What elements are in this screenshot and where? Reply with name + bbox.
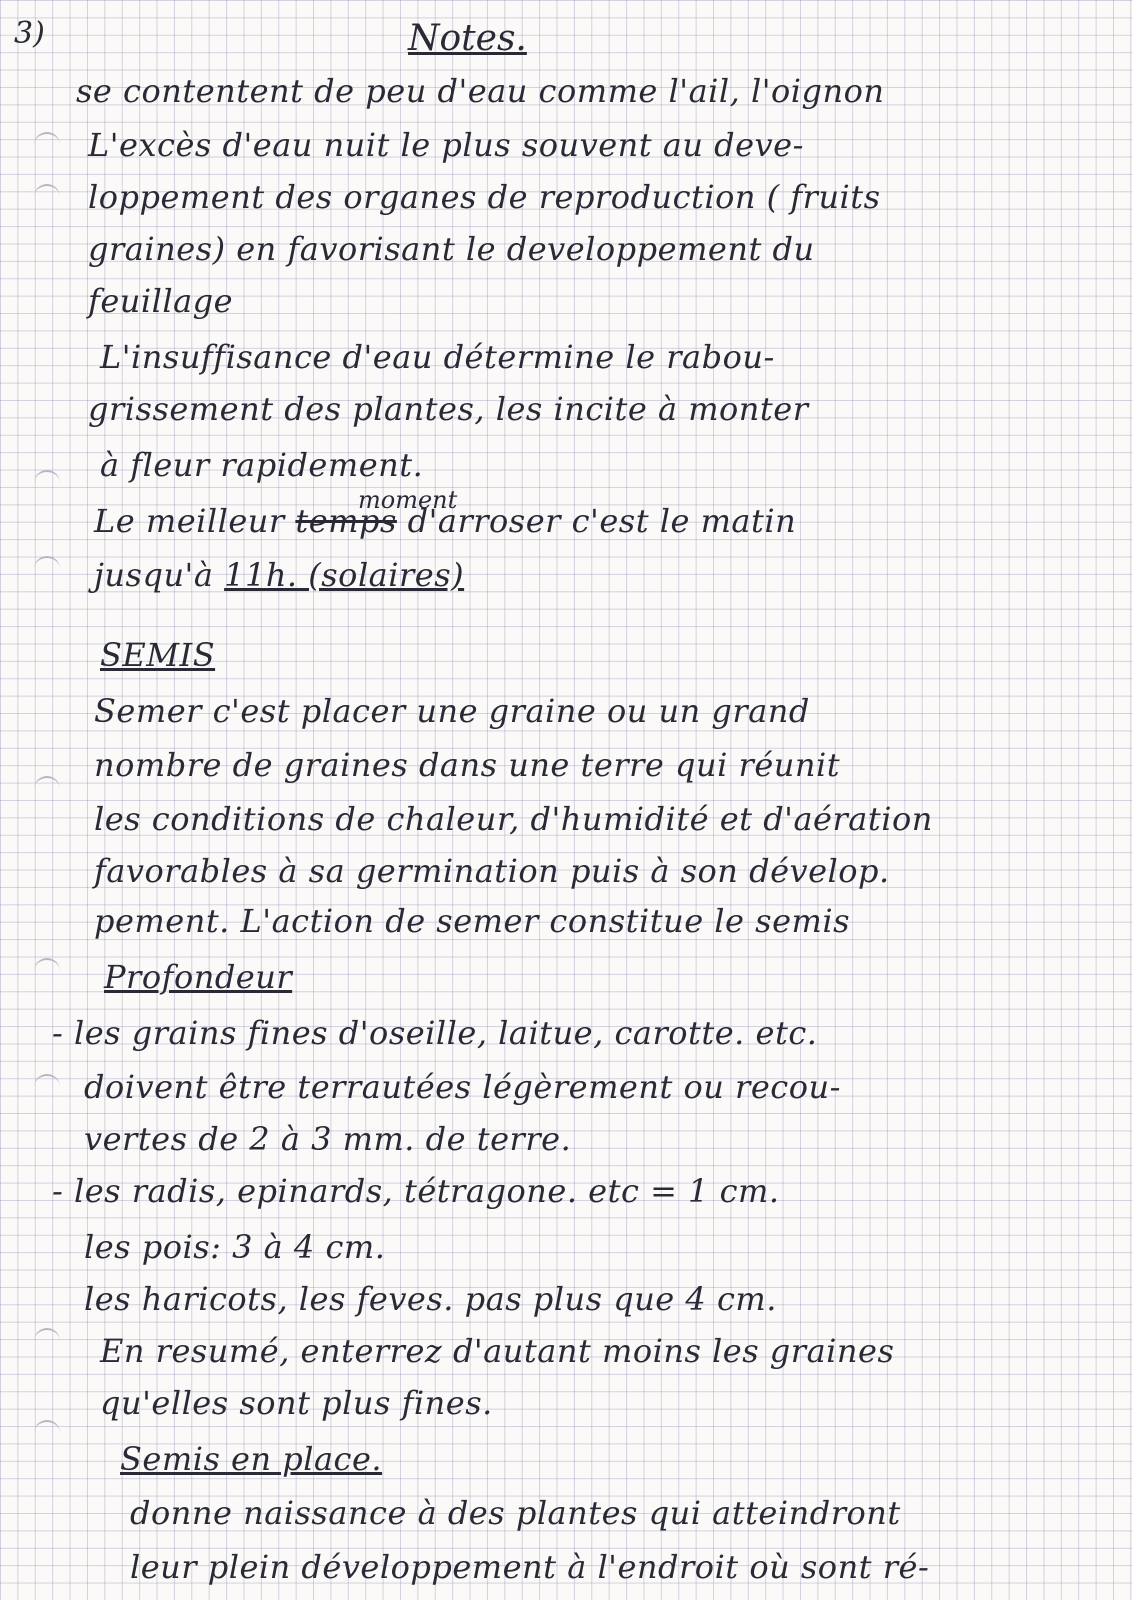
punch-hole xyxy=(34,776,60,792)
punch-hole xyxy=(34,1074,60,1090)
inserted-word: moment xyxy=(358,486,458,514)
text-line: graines) en favorisant le developpement du xyxy=(88,230,815,268)
text-line: - les radis, epinards, tétragone. etc = 1 cm. xyxy=(52,1172,780,1210)
section-heading: Profondeur xyxy=(104,958,293,996)
text-line: favorables à sa germination puis à son dévelop. xyxy=(94,852,890,890)
punch-hole xyxy=(34,184,60,200)
text-line: Le meilleur temps d'arroser c'est le matin xyxy=(94,502,797,540)
text-line: leur plein développement à l'endroit où sont ré- xyxy=(130,1548,930,1586)
text-line: donne naissance à des plantes qui atteindront xyxy=(130,1494,901,1532)
section-heading: Semis en place. xyxy=(120,1440,383,1478)
text-line: les haricots, les feves. pas plus que 4 cm. xyxy=(84,1280,777,1318)
text-line: jusqu'à 11h. (solaires) xyxy=(94,556,465,594)
text-line: à fleur rapidement. xyxy=(100,446,424,484)
section-heading: SEMIS xyxy=(100,636,216,674)
text-line: L'insuffisance d'eau détermine le rabou- xyxy=(100,338,775,376)
page-title: Notes. xyxy=(408,18,527,59)
text-line: doivent être terrautées légèrement ou recou- xyxy=(84,1068,841,1106)
text-line: pement. L'action de semer constitue le semis xyxy=(94,902,850,940)
punch-hole xyxy=(34,470,60,486)
text-line: qu'elles sont plus fines. xyxy=(100,1384,493,1422)
text-line: - les grains fines d'oseille, laitue, carotte. etc. xyxy=(52,1014,818,1052)
text-line: grissement des plantes, les incite à monter xyxy=(88,390,809,428)
text-line: nombre de graines dans une terre qui réunit xyxy=(94,746,841,784)
text-line: En resumé, enterrez d'autant moins les graines xyxy=(100,1332,895,1370)
underlined-text: 11h. (solaires) xyxy=(224,556,465,594)
text-line: loppement des organes de reproduction ( fruits xyxy=(88,178,881,216)
struck-word: temps xyxy=(295,502,397,540)
text-line: les conditions de chaleur, d'humidité et d'aération xyxy=(94,800,933,838)
text-line: se contentent de peu d'eau comme l'ail, l'oignon xyxy=(76,72,885,110)
text-line: les pois: 3 à 4 cm. xyxy=(84,1228,386,1266)
text-line: Semer c'est placer une graine ou un grand xyxy=(94,692,810,730)
punch-hole xyxy=(34,1328,60,1344)
page-number: 3) xyxy=(14,16,45,51)
punch-hole xyxy=(34,958,60,974)
text-line: vertes de 2 à 3 mm. de terre. xyxy=(84,1120,572,1158)
punch-hole xyxy=(34,556,60,572)
text-line: feuillage xyxy=(88,282,234,320)
text-line: L'excès d'eau nuit le plus souvent au deve- xyxy=(88,126,804,164)
punch-hole xyxy=(34,132,60,148)
punch-hole xyxy=(34,1420,60,1436)
